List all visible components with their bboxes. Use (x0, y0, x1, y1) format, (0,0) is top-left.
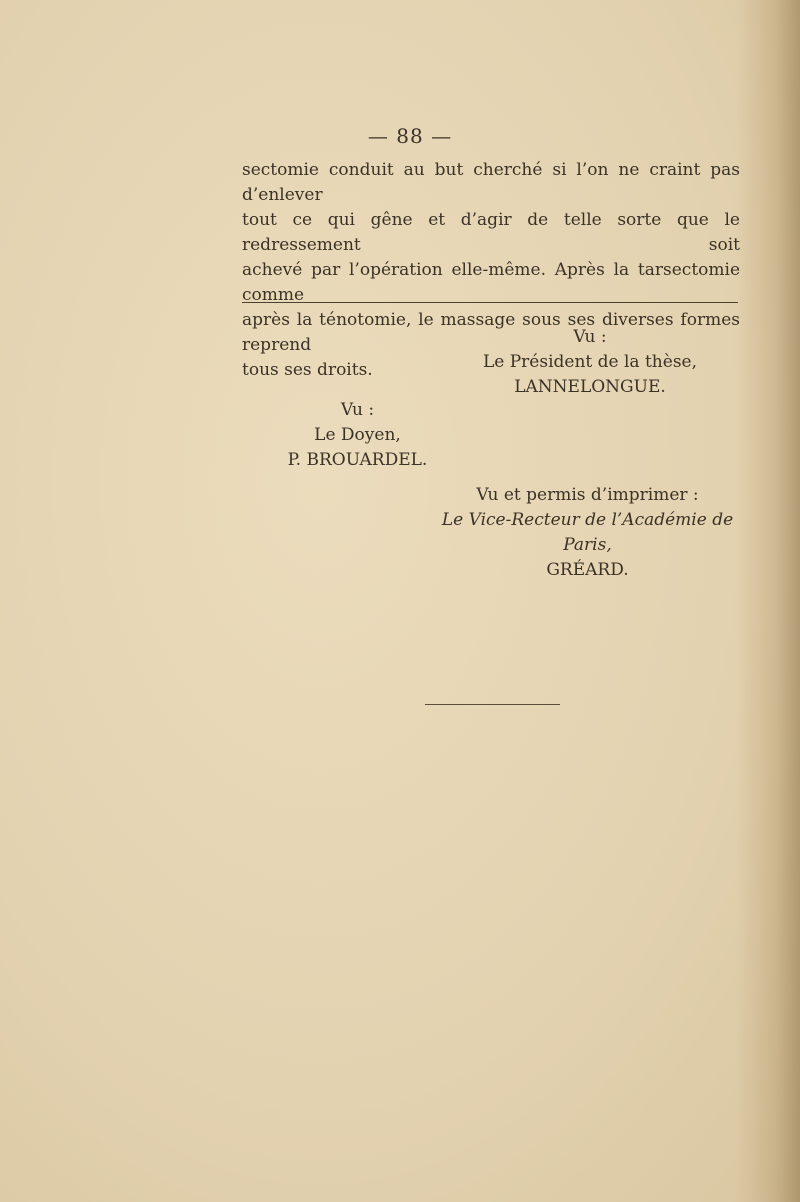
print-permission (420, 483, 755, 583)
paragraph-line: tout ce qui gêne et d’agir de telle sorte que le redressement soit (242, 210, 740, 255)
page-number: — 88 — (367, 124, 453, 148)
president-vu: Vu : (573, 327, 607, 347)
president-approval (470, 325, 710, 400)
paragraph-line: sectomie conduit au but cherché si l’on ne craint pas d’enlever (242, 160, 740, 205)
paragraph-line: tous ses droits. (242, 360, 373, 380)
imprimer-vu: Vu et permis d’imprimer : (476, 485, 699, 505)
president-name: LANNELONGUE. (514, 377, 666, 397)
paragraph-line: après la ténotomie, le massage sous ses diverses formes reprend (242, 310, 740, 355)
doyen-vu: Vu : (340, 400, 375, 420)
paragraph-line: achevé par l’opération elle-même. Après la tarsectomie comme (242, 260, 740, 305)
imprimer-name: GRÉARD. (546, 560, 629, 580)
doyen-approval (270, 398, 445, 473)
end-divider (425, 704, 560, 705)
section-divider (242, 302, 738, 303)
president-role: Le Président de la thèse, (482, 352, 698, 372)
doyen-name: P. BROUARDEL. (287, 450, 428, 470)
doyen-role: Le Doyen, (314, 425, 401, 445)
imprimer-role: Le Vice-Recteur de l’Académie de Paris, (441, 510, 734, 555)
